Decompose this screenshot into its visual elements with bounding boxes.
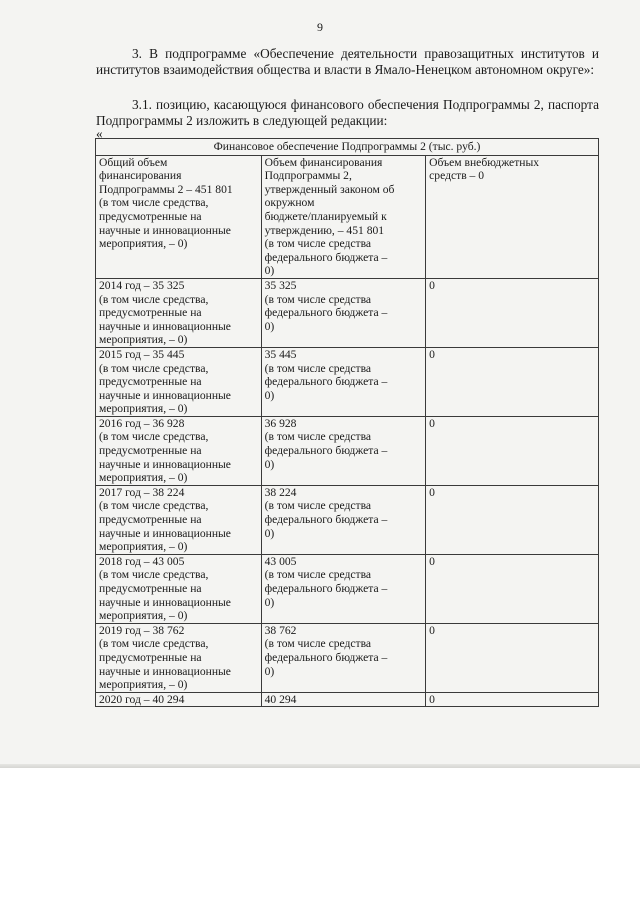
page-number: 9: [317, 20, 323, 34]
cell-budget-by-year: [261, 485, 426, 554]
cell-line: (в том числе средства: [264, 499, 372, 513]
cell-line: 0: [429, 485, 435, 499]
cell-line: 35 445: [264, 347, 297, 361]
cell-line: 0): [264, 664, 275, 678]
cell-extrabudgetary-by-year: [426, 347, 599, 416]
cell-line: (в том числе средства: [264, 361, 372, 375]
opening-quote-mark: «: [96, 126, 103, 141]
cell-extrabudgetary-by-year: [426, 692, 599, 707]
cell-line: научные и инновационные: [99, 457, 231, 471]
cell-line: федерального бюджета –: [264, 650, 388, 664]
cell-total-by-year: [96, 416, 262, 485]
cell-line: федерального бюджета –: [264, 582, 388, 595]
cell-line: 0: [429, 692, 435, 706]
cell-line: предусмотренные на: [99, 513, 202, 527]
cell-line: Подпрограммы 2 – 451 801: [99, 182, 233, 196]
cell-line: 0): [264, 319, 275, 333]
cell-line: предусмотренные на: [99, 650, 202, 664]
cell-line: 0): [264, 264, 275, 278]
cell-line: 36 928: [264, 416, 297, 430]
paragraph-subprogram-intro: 3. В подпрограмме «Обеспечение деятельности правозащитных институтов и институтов взаимодействия общества и власти в Ямало-Ненецком автономном округе»:: [96, 46, 599, 77]
cell-line: научные и инновационные: [99, 664, 231, 678]
cell-line: предусмотренные на: [99, 375, 202, 389]
cell-line: 2017 год – 38 224: [99, 485, 185, 499]
cell-extrabudgetary-by-year: [426, 554, 599, 623]
cell-line: федерального бюджета –: [264, 250, 388, 264]
table-title-row: [96, 139, 599, 156]
cell-line: научные и инновационные: [99, 595, 231, 609]
cell-line: (в том числе средства,: [99, 196, 209, 210]
cell-line: федерального бюджета –: [264, 513, 388, 527]
table-row: [96, 623, 599, 692]
cell-total-by-year: [96, 278, 262, 347]
cell-total-by-year: [96, 485, 262, 554]
cell-line: (в том числе средства: [264, 430, 372, 444]
cell-line: 43 005: [264, 554, 297, 568]
cell-line: мероприятия, – 0): [99, 540, 188, 554]
cell-line: (в том числе средства,: [99, 430, 209, 444]
cell-line: финансирования: [99, 169, 182, 183]
cell-line: Объем финансирования: [264, 155, 383, 169]
cell-line: мероприятия, – 0): [99, 333, 188, 347]
cell-line: научные и инновационные: [99, 319, 231, 333]
cell-extrabudgetary-by-year: [426, 485, 599, 554]
cell-line: (в том числе средства,: [99, 499, 209, 513]
cell-line: утвержденный законом об: [264, 182, 395, 196]
header-budget-volume: [261, 155, 426, 278]
cell-line: предусмотренные на: [99, 306, 202, 320]
cell-line: окружном: [264, 196, 315, 210]
financing-table: [95, 138, 599, 707]
cell-line: 2018 год – 43 005: [99, 554, 185, 568]
header-extrabudgetary-volume: [426, 155, 599, 278]
cell-line: федерального бюджета –: [264, 375, 388, 389]
scan-edge: [0, 764, 640, 768]
cell-line: 35 325: [264, 278, 297, 292]
cell-line: 38 762: [264, 623, 297, 637]
cell-line: Общий объем: [99, 155, 168, 169]
table-row: [96, 347, 599, 416]
cell-line: средств – 0: [429, 169, 485, 183]
cell-budget-by-year: [261, 278, 426, 347]
cell-line: (в том числе средства,: [99, 568, 209, 582]
cell-budget-by-year: [261, 554, 426, 623]
table-header-row: [96, 155, 599, 278]
cell-line: 0: [429, 554, 435, 568]
cell-total-by-year: [96, 554, 262, 623]
paragraph-financing-instruction: 3.1. позицию, касающуюся финансового обеспечения Подпрограммы 2, паспорта Подпрограммы 2 изложить в следующей редакции:: [96, 97, 599, 128]
cell-extrabudgetary-by-year: [426, 623, 599, 692]
cell-line: 2014 год – 35 325: [99, 278, 185, 292]
cell-line: 2019 год – 38 762: [99, 623, 185, 637]
cell-line: научные и инновационные: [99, 223, 231, 237]
cell-line: предусмотренные на: [99, 444, 202, 458]
cell-line: федерального бюджета –: [264, 444, 388, 458]
cell-line: (в том числе средства,: [99, 292, 209, 306]
cell-line: Подпрограммы 2,: [264, 169, 352, 183]
cell-line: (в том числе средства: [264, 568, 372, 582]
cell-line: мероприятия, – 0): [99, 402, 188, 416]
cell-line: научные и инновационные: [99, 526, 231, 540]
table-row: [96, 278, 599, 347]
cell-budget-by-year: [261, 692, 426, 707]
cell-budget-by-year: [261, 623, 426, 692]
cell-line: предусмотренные на: [99, 582, 202, 595]
cell-line: 2015 год – 35 445: [99, 347, 185, 361]
cell-line: 0): [264, 595, 275, 609]
cell-line: Объем внебюджетных: [429, 155, 540, 169]
cell-line: 0): [264, 388, 275, 402]
table-title: Финансовое обеспечение Подпрограммы 2 (тыс. руб.): [96, 139, 599, 156]
table-row: [96, 554, 599, 623]
table-row: [96, 485, 599, 554]
cell-line: 0: [429, 623, 435, 637]
cell-line: федерального бюджета –: [264, 306, 388, 320]
cell-line: 2016 год – 36 928: [99, 416, 185, 430]
cell-total-by-year: [96, 347, 262, 416]
cell-line: научные и инновационные: [99, 388, 231, 402]
cell-line: (в том числе средства,: [99, 361, 209, 375]
table-row: [96, 416, 599, 485]
cell-line: предусмотренные на: [99, 209, 202, 223]
cell-budget-by-year: [261, 416, 426, 485]
cell-line: (в том числе средства: [264, 637, 372, 651]
cell-line: мероприятия, – 0): [99, 678, 188, 692]
cell-total-by-year: [96, 692, 262, 707]
cell-line: 38 224: [264, 485, 297, 499]
cell-line: мероприятия, – 0): [99, 237, 188, 251]
cell-extrabudgetary-by-year: [426, 416, 599, 485]
cell-total-by-year: [96, 623, 262, 692]
cell-line: мероприятия, – 0): [99, 609, 188, 623]
cell-line: 40 294: [264, 692, 297, 706]
cell-line: 0: [429, 278, 435, 292]
header-total-volume: [96, 155, 262, 278]
cell-line: (в том числе средства: [264, 292, 372, 306]
cell-extrabudgetary-by-year: [426, 278, 599, 347]
cell-line: 0): [264, 526, 275, 540]
table-row: [96, 692, 599, 707]
cell-line: бюджете/планируемый к: [264, 209, 387, 223]
financing-table-body: [96, 139, 599, 707]
cell-line: 2020 год – 40 294: [99, 692, 185, 706]
cell-budget-by-year: [261, 347, 426, 416]
cell-line: 0: [429, 347, 435, 361]
cell-line: мероприятия, – 0): [99, 471, 188, 485]
cell-line: утверждению, – 451 801: [264, 223, 385, 237]
cell-line: (в том числе средства: [264, 237, 372, 251]
cell-line: 0): [264, 457, 275, 471]
cell-line: 0: [429, 416, 435, 430]
cell-line: (в том числе средства,: [99, 637, 209, 651]
